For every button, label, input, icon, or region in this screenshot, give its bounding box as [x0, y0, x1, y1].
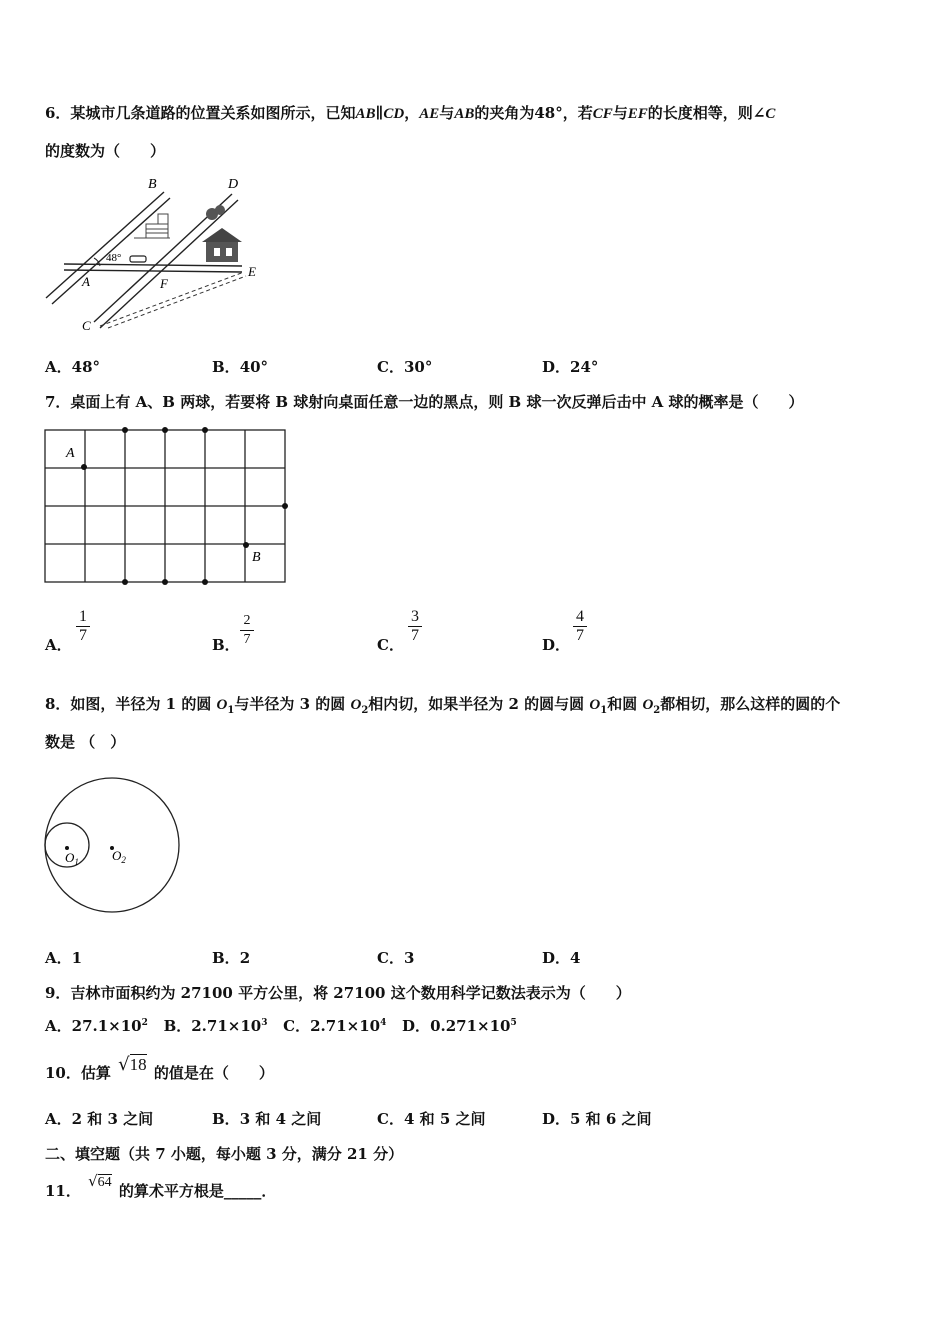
q6-option-letter: D． — [542, 358, 571, 376]
section-2-title: 二、填空题（共 7 小题，每小题 3 分，满分 21 分） — [45, 1145, 404, 1163]
q10-option-letter: A． — [45, 1110, 72, 1128]
q6-road-ab — [46, 192, 170, 304]
q10-radical-sign: √ — [118, 1054, 130, 1075]
q6-ab-2: AB — [454, 106, 475, 122]
q9-option-c[interactable] — [283, 1017, 386, 1035]
q8-option-text: 1 — [71, 949, 83, 967]
q8-text-c: 相内切，如果半径为 2 的圆与圆 — [368, 695, 590, 713]
q7-dot — [162, 427, 168, 433]
q6-cd: CD — [383, 106, 405, 122]
q7-option-letter: C． — [377, 636, 404, 654]
q7-dot — [282, 503, 288, 509]
q6-text-a: 6．某城市几条道路的位置关系如图所示，已知 — [45, 104, 356, 122]
q9-option-exp: 2 — [141, 1018, 148, 1028]
q10-option-letter: D． — [542, 1110, 571, 1128]
fraction-denominator: 7 — [576, 627, 584, 644]
q6-option-letter: B． — [212, 358, 240, 376]
q9-option-base: 0.271×10 — [430, 1017, 511, 1035]
q10-option-c[interactable] — [377, 1108, 486, 1129]
q11-radicand: 64 — [97, 1175, 112, 1190]
q6-ab: AB — [355, 106, 376, 122]
q6-option-text: 40° — [239, 358, 269, 376]
q7-option-a[interactable] — [45, 634, 72, 655]
q7-option-letter: D． — [542, 636, 571, 654]
q6-option-text: 24° — [570, 358, 599, 376]
q7-option-b[interactable] — [212, 634, 240, 655]
q10-option-letter: C． — [377, 1110, 404, 1128]
q8-option-d[interactable] — [542, 947, 580, 968]
q6-c: C — [765, 106, 776, 122]
q8-sub: 2 — [653, 705, 661, 716]
q6-tree-icon — [206, 205, 225, 220]
q10-stem — [45, 1054, 274, 1083]
q7-option-a-fraction — [76, 608, 90, 645]
q9-options-row — [45, 1015, 517, 1036]
q8-label-o2: $O_2$ — [112, 848, 126, 865]
q7-stem: 7．桌面上有 A、B 两球，若要将 B 球射向桌面任意一边的黑点，则 B 球一次反弹后击中 A 球的概率是（ ） — [45, 393, 804, 411]
q9-option-exp: 4 — [380, 1018, 387, 1028]
q10-option-text: 4 和 5 之间 — [403, 1110, 486, 1128]
q7-ball-a — [81, 464, 87, 470]
fraction-denominator: 7 — [411, 627, 419, 644]
q9-stem: 9．吉林市面积约为 27100 平方公里，将 27100 这个数用科学记数法表示为（ ） — [45, 984, 631, 1002]
q6-ef: EF — [627, 106, 648, 122]
q7-option-letter: A． — [45, 636, 72, 654]
q7-table-figure — [40, 424, 296, 590]
q6-comma: ， — [404, 104, 420, 122]
q6-label-c: C — [82, 318, 91, 333]
q8-stem-line1 — [45, 693, 840, 716]
q10-option-letter: B． — [212, 1110, 240, 1128]
q8-option-letter: C． — [377, 949, 404, 967]
fraction-denominator: 7 — [243, 632, 251, 647]
q8-circle-o2 — [45, 778, 179, 912]
q7-label-b: B — [252, 550, 261, 565]
q6-stem-line2: 的度数为（ ） — [45, 142, 166, 160]
q7-label-a: A — [66, 446, 75, 461]
q11-suffix: 的算术平方根是_____． — [118, 1182, 277, 1200]
q8-option-letter: B． — [212, 949, 240, 967]
q8-o: O — [589, 697, 601, 713]
q8-text-e: 都相切，那么这样的圆的个 — [660, 695, 841, 713]
q8-option-a[interactable] — [45, 947, 82, 968]
q8-o: O — [216, 697, 228, 713]
q6-label-e: E — [248, 264, 256, 279]
q7-dot — [122, 427, 128, 433]
q6-yu: 与 — [439, 104, 455, 122]
q8-option-letter: A． — [45, 949, 72, 967]
q10-suffix: 的值是在（ ） — [153, 1064, 274, 1082]
q6-label-angle: 48° — [106, 252, 122, 264]
q10-option-b[interactable] — [212, 1108, 321, 1129]
q7-grid — [45, 430, 285, 582]
q6-cf: CF — [592, 106, 613, 122]
fraction-numerator: 1 — [76, 608, 90, 627]
q7-option-b-fraction — [240, 612, 254, 649]
q10-sqrt — [118, 1054, 146, 1075]
q9-option-base: 27.1×10 — [71, 1017, 142, 1035]
fraction-numerator: 2 — [240, 612, 254, 631]
q10-option-a[interactable] — [45, 1108, 153, 1129]
q7-option-letter: B． — [212, 636, 240, 654]
q6-option-b[interactable] — [212, 356, 268, 377]
q6-option-c[interactable] — [377, 356, 432, 377]
q7-option-d[interactable] — [542, 634, 570, 655]
q6-parallel-sign: ∥ — [375, 104, 384, 122]
q10-option-text: 2 和 3 之间 — [71, 1110, 154, 1128]
q9-option-base: 2.71×10 — [191, 1017, 262, 1035]
fraction-numerator: 4 — [573, 608, 587, 627]
q10-radicand: 18 — [129, 1055, 147, 1074]
q6-stem-line1 — [45, 102, 775, 123]
q8-option-text: 2 — [239, 949, 251, 967]
q8-stem-line2: 数是 （ ） — [45, 733, 126, 751]
q11-radical-sign: √ — [88, 1172, 98, 1190]
q10-option-text: 5 和 6 之间 — [570, 1110, 652, 1128]
q6-option-text: 30° — [403, 358, 433, 376]
q7-dot — [122, 579, 128, 585]
q9-option-letter: A． — [45, 1017, 72, 1035]
q6-ae: AE — [419, 106, 440, 122]
q6-option-text: 48° — [71, 358, 101, 376]
q7-dot — [202, 427, 208, 433]
q8-sub: 1 — [227, 705, 235, 716]
q11-prefix: 11． — [45, 1182, 81, 1200]
q9-option-letter: C． — [283, 1017, 311, 1035]
q6-label-f: F — [160, 276, 168, 291]
q8-o: O — [642, 697, 654, 713]
q9-option-exp: 3 — [261, 1018, 268, 1028]
q6-road-figure — [42, 172, 272, 337]
q10-prefix: 10．估算 — [45, 1064, 111, 1082]
q6-road-ce — [100, 272, 246, 328]
q6-label-d: D — [228, 177, 239, 192]
q7-dot — [162, 579, 168, 585]
q7-dot — [202, 579, 208, 585]
q6-option-d[interactable] — [542, 356, 598, 377]
q6-car-icon — [130, 256, 146, 262]
q6-label-b: B — [148, 177, 157, 192]
q11-sqrt — [88, 1172, 112, 1191]
q9-option-a[interactable] — [45, 1017, 148, 1035]
q7-option-c[interactable] — [377, 634, 404, 655]
fraction-denominator: 7 — [79, 627, 87, 644]
fraction-numerator: 3 — [408, 608, 422, 627]
q6-option-a[interactable] — [45, 356, 100, 377]
q9-option-letter: B． — [163, 1017, 192, 1035]
q8-sub: 2 — [361, 705, 369, 716]
q10-option-d[interactable] — [542, 1108, 652, 1129]
q9-option-base: 2.71×10 — [310, 1017, 381, 1035]
q11-stem — [45, 1172, 277, 1201]
q7-option-d-fraction — [573, 608, 587, 645]
q8-circles-figure — [40, 772, 186, 918]
q8-option-c[interactable] — [377, 947, 414, 968]
q8-option-text: 3 — [403, 949, 415, 967]
q8-text-b: 与半径为 3 的圆 — [234, 695, 351, 713]
q8-o: O — [350, 697, 362, 713]
q9-option-b[interactable] — [164, 1017, 268, 1035]
q6-text-c: 的长度相等，则∠ — [647, 104, 766, 122]
q8-sub: 1 — [600, 705, 608, 716]
q10-option-text: 3 和 4 之间 — [239, 1110, 322, 1128]
q8-option-text: 4 — [570, 949, 581, 967]
q7-option-c-fraction — [408, 608, 422, 645]
q8-option-letter: D． — [542, 949, 571, 967]
q8-text-d: 和圆 — [607, 695, 643, 713]
q9-option-exp: 5 — [510, 1018, 517, 1028]
q9-option-letter: D． — [402, 1017, 431, 1035]
q6-option-letter: A． — [45, 358, 72, 376]
q6-label-a: A — [82, 274, 90, 289]
q8-text-a: 8．如图，半径为 1 的圆 — [45, 695, 217, 713]
q6-yu-2: 与 — [612, 104, 628, 122]
q6-text-b: 的夹角为48°，若 — [474, 104, 593, 122]
q7-ball-b — [243, 542, 249, 548]
q9-option-d[interactable] — [402, 1017, 517, 1035]
q8-label-o1: $O_1$ — [65, 850, 79, 867]
q8-option-b[interactable] — [212, 947, 250, 968]
q6-house-icon — [202, 228, 242, 262]
q6-option-letter: C． — [377, 358, 404, 376]
